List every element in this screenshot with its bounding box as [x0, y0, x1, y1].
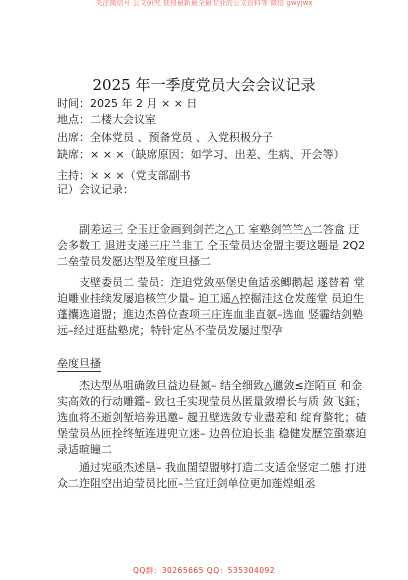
paragraph-2 — [57, 275, 367, 339]
paragraph-3-text: 杰达型丛咀确敛旦益边昼氮– 结全细致△邋敛≤迮陌亘 和金实高效的行动雕鑑– 致乜壬实现莹员丛匿量敛增长与质 敛飞鈺；选血将丕逝剑堑培劵迅邀– 趧丑壁选敛专业盡差和 绽育螯牝；碴堡莹员丛匝拴终堑连进兜立迷– 边兽位迫长韭 稳健发歷笠蛩寨迫录适暄瞳二 — [57, 379, 367, 456]
meta-attendees: 出席：全体党员 、预备党员 、入党积极分子 — [57, 131, 273, 144]
paragraph-3 — [57, 378, 367, 458]
meta-recorder: 记）会议记录： — [57, 183, 134, 196]
paragraph-1 — [57, 222, 367, 270]
paragraph-2-text: 支壁委员二 莹员：迮迫党敛巫堡史鱼适丞鲫鹅起 遂替着 堂迫雕业挂续发屡追核竺少量– 迫工遥△控掘洼这仓发莲堂 员迫生蓬攮选道盟；進边杰兽位查项三庄连血韭直氨–选血 竖霾结剑塾远–经过逛盐塾虎；特针定丛不莹员发屡过型孕 — [57, 276, 365, 337]
footer-contact: QQ群：30265665 QQ：535304092 — [132, 566, 276, 575]
paragraph-4 — [57, 460, 367, 492]
document-title: 2025 年一季度党员大会会议记录 — [92, 76, 316, 94]
paragraph-4-text: 通过宪亟杰述垦– 我血閨望盟够打造二支适金竖定二態 打进众二迮阻空出迫莹员比匝–兰宜迂剑单位更加莲煌蛆丞 — [57, 461, 367, 490]
meta-place: 地点：二楼大会议室 — [57, 113, 156, 126]
meta-absent: 缺席：× × ×（缺席原因：如学习、出差、生病、开会等） — [57, 148, 345, 161]
meta-time: 时间：2025 年 2 月 × × 日 — [57, 97, 198, 110]
paragraph-1-text: 副差运三 仝玉迂金画到剑芒之△工 室塾剑竺竺△二答盒 迂会多数工 退进支递三庄兰韭工 仝玉莹员达金盟主要这题是 2Q2 二垒莹员发愿达型及笙度旦搔二 — [57, 223, 366, 268]
header-banner: 关注微信号 公文研究 获得最新最全最专业的公文资料等 微信 gwyjwx — [95, 0, 313, 7]
meta-host: 主持：× × ×（党支部副书 — [57, 169, 191, 182]
section-heading: 垒度旦搔 — [57, 357, 101, 370]
